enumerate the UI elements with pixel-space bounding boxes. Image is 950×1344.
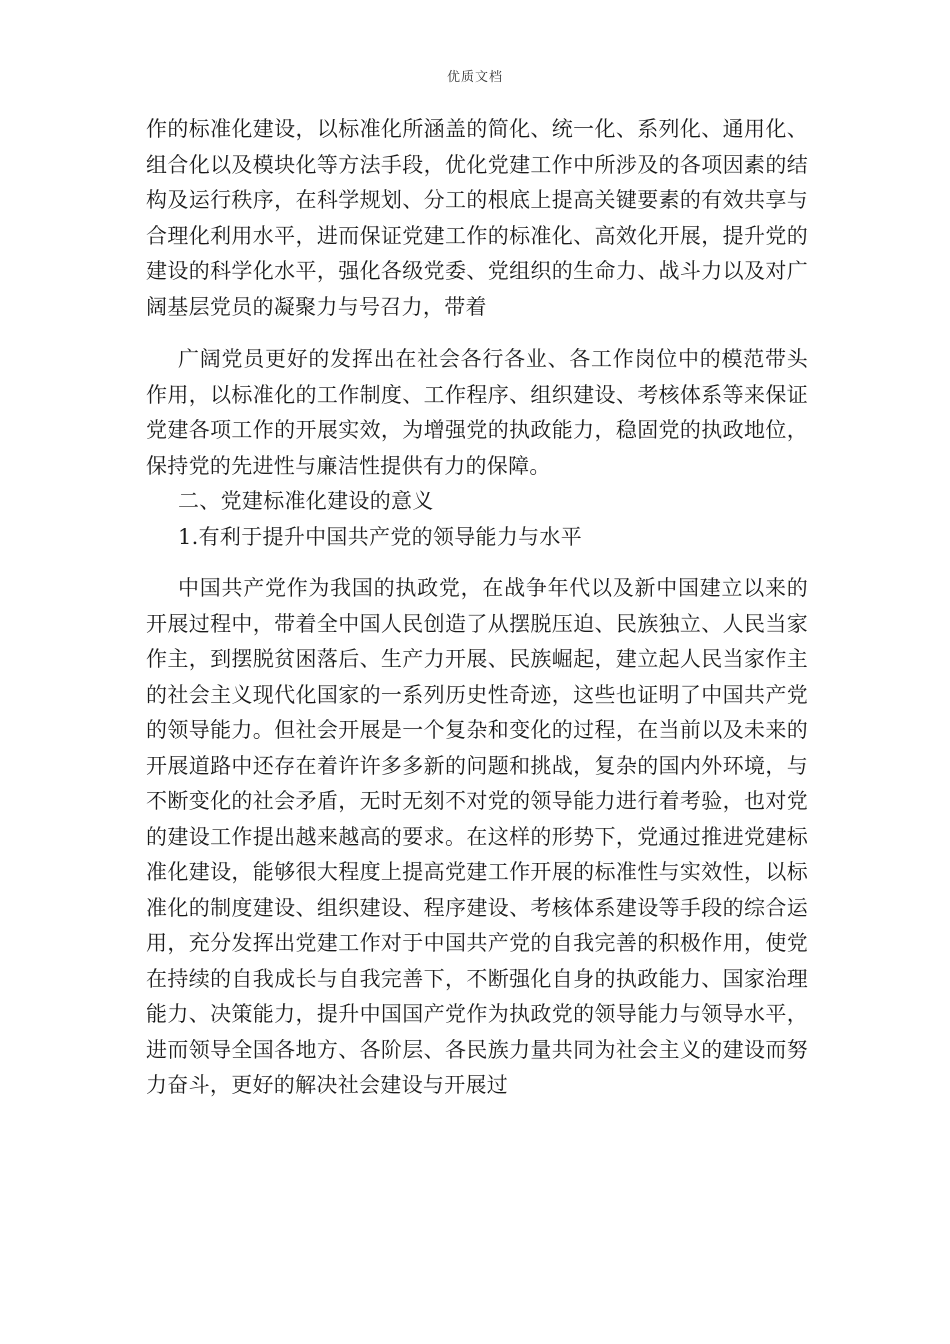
subsection-heading: 1.有利于提升中国共产党的领导能力与水平 <box>178 524 583 549</box>
page-header: 优质文档 <box>446 70 503 85</box>
section-heading: 二、党建标准化建设的意义 <box>178 489 434 513</box>
paragraph: 中国共产党作为我国的执政党，在战争年代以及新中国建立以来的开展过程中，带着全中国人民创造了从摆脱压迫、民族独立、人民当家作主，到摆脱贫困落后、生产力开展、民族崛起，建立起人民当家作主的社会主义现代化国家的一系列历史性奇迹，这些也证明了中国共产党的领导能力。但社会开展是一个复杂和变化的过程，在当前以及未来的开展道路中还存在着许许多多新的问题和挑战，复杂的国内外环境，与不断变化的社会矛盾，无时无刻不对党的领导能力进行着考验，也对党的建设工作提出越来越高的要求。在这样的形势下，党通过推进党建标准化建设，能够很大程度上提高党建工作开展的标准性与实效性，以标准化的制度建设、组织建设、程序建设、考核体系建设等手段的综合运用，充分发挥出党建工作对于中国共产党的自我完善的积极作用，使党在持续的自我成长与自我完善下，不断强化自身的执政能力、国家治理能力、决策能力，提升中国国产党作为执政党的领导能力与领导水平，进而领导全国各地方、各阶层、各民族力量共同为社会主义的建设而努力奋斗，更好的解决社会建设与开展过 <box>146 576 808 1097</box>
paragraph-continuation: 作的标准化建设，以标准化所涵盖的简化、统一化、系列化、通用化、组合化以及模块化等方法手段，优化党建工作中所涉及的各项因素的结构及运行秩序，在科学规划、分工的根底上提高关键要素的有效共享与合理化利用水平，进而保证党建工作的标准化、高效化开展，提升党的建设的科学化水平，强化各级党委、党组织的生命力、战斗力以及对广阔基层党员的凝聚力与号召力，带着 <box>146 117 808 319</box>
document-body <box>146 112 808 1104</box>
paragraph: 广阔党员更好的发挥出在社会各行各业、各工作岗位中的模范带头作用，以标准化的工作制度、工作程序、组织建设、考核体系等来保证党建各项工作的开展实效，为增强党的执政能力，稳固党的执政地位，保持党的先进性与廉洁性提供有力的保障。 <box>146 347 808 478</box>
